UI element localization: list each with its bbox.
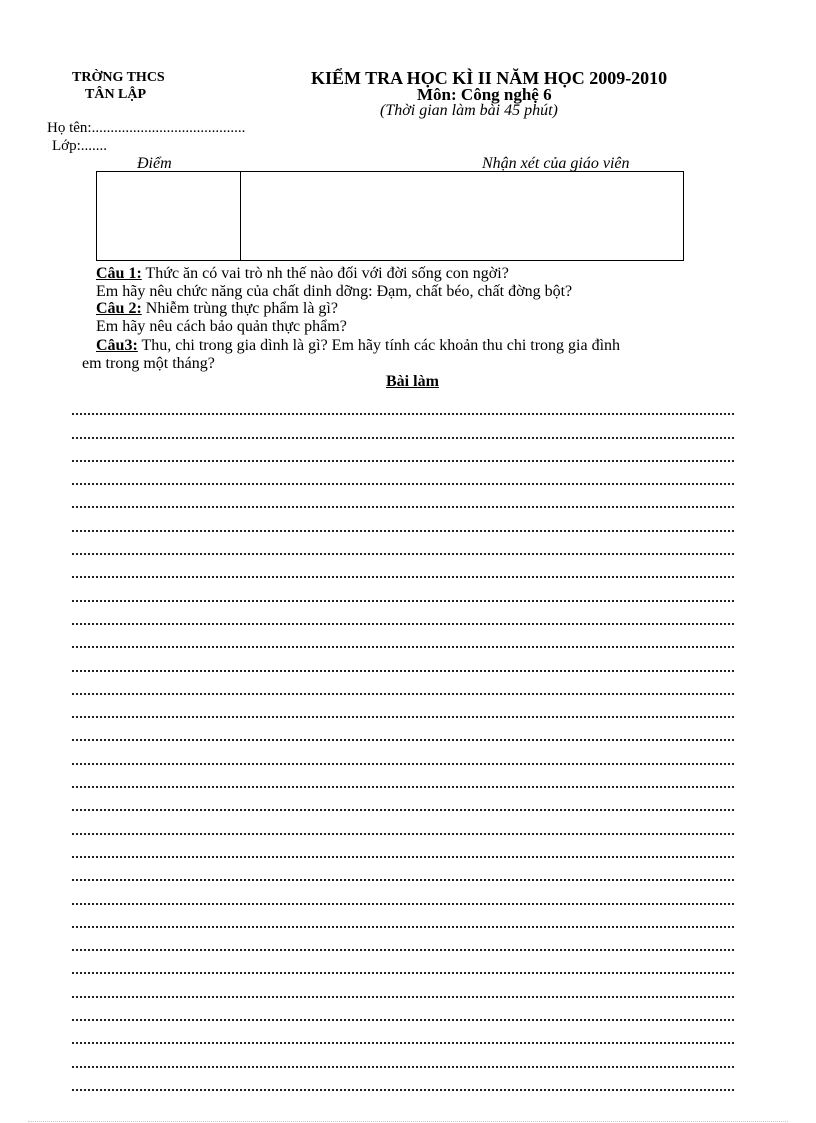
question-3	[96, 337, 620, 354]
school-name: TRỜNG THCS	[72, 70, 165, 85]
exam-subject: Môn: Công nghệ 6	[417, 85, 552, 104]
question-2	[96, 300, 338, 317]
answer-line	[72, 811, 734, 834]
answer-line	[72, 718, 734, 741]
grading-table	[96, 171, 684, 261]
question-label: Câu 1:	[96, 265, 142, 282]
answer-line	[72, 835, 734, 858]
answer-lines	[72, 392, 734, 1091]
answer-line	[72, 1068, 734, 1091]
answer-line	[72, 532, 734, 555]
answer-line	[72, 788, 734, 811]
question-text: Nhiễm trùng thực phẩm là gì?	[141, 300, 338, 317]
answer-line	[72, 765, 734, 788]
question-1-continued	[96, 283, 572, 300]
answer-line	[72, 555, 734, 578]
answer-line	[72, 602, 734, 625]
answer-heading: Bài làm	[386, 373, 439, 390]
answer-line	[72, 508, 734, 531]
answer-line	[72, 462, 734, 485]
answer-line	[72, 881, 734, 904]
answer-line	[72, 415, 734, 438]
answer-line	[72, 439, 734, 462]
answer-line	[72, 695, 734, 718]
student-name-field: Họ tên:.........................................	[47, 120, 246, 136]
question-label: Câu 2:	[96, 300, 142, 317]
question-1	[96, 265, 509, 282]
answer-line	[72, 928, 734, 951]
teacher-comment-label: Nhận xét của giáo viên	[482, 155, 630, 172]
question-text: Thu, chi trong gia dình là gì? Em hãy tính các khoản thu chi trong gia đình	[137, 337, 621, 354]
question-text: Em hãy nêu cách bảo quản thực phẩm?	[96, 318, 347, 335]
exam-time: (Thời gian làm bài 45 phút)	[380, 102, 558, 119]
grading-table-divider	[240, 172, 241, 260]
answer-line	[72, 1021, 734, 1044]
answer-line	[72, 951, 734, 974]
student-class-field: Lớp:.......	[52, 138, 108, 154]
question-text: Em hãy nêu chức năng của chất dinh dỡng: Đạm, chất béo, chất đờng bột?	[96, 283, 573, 300]
page-bottom-border	[28, 1121, 788, 1122]
answer-line	[72, 625, 734, 648]
answer-line	[72, 998, 734, 1021]
question-label: Câu3:	[96, 337, 138, 354]
question-text: em trong một tháng?	[82, 355, 215, 372]
score-label: Điểm	[137, 155, 172, 172]
answer-line	[72, 578, 734, 601]
question-text: Thức ăn có vai trò nh thế nào đối với đời sống con ngời?	[141, 265, 509, 282]
answer-line	[72, 974, 734, 997]
answer-line	[72, 1044, 734, 1067]
answer-line	[72, 485, 734, 508]
question-3-continued	[82, 355, 215, 372]
answer-line	[72, 392, 734, 415]
school-location: TÂN LẬP	[85, 87, 147, 102]
exam-title: KIỂM TRA HỌC KÌ II NĂM HỌC 2009-2010	[311, 68, 668, 88]
answer-line	[72, 905, 734, 928]
answer-line	[72, 858, 734, 881]
answer-line	[72, 741, 734, 764]
answer-line	[72, 648, 734, 671]
question-2-continued	[96, 318, 347, 335]
answer-line	[72, 672, 734, 695]
